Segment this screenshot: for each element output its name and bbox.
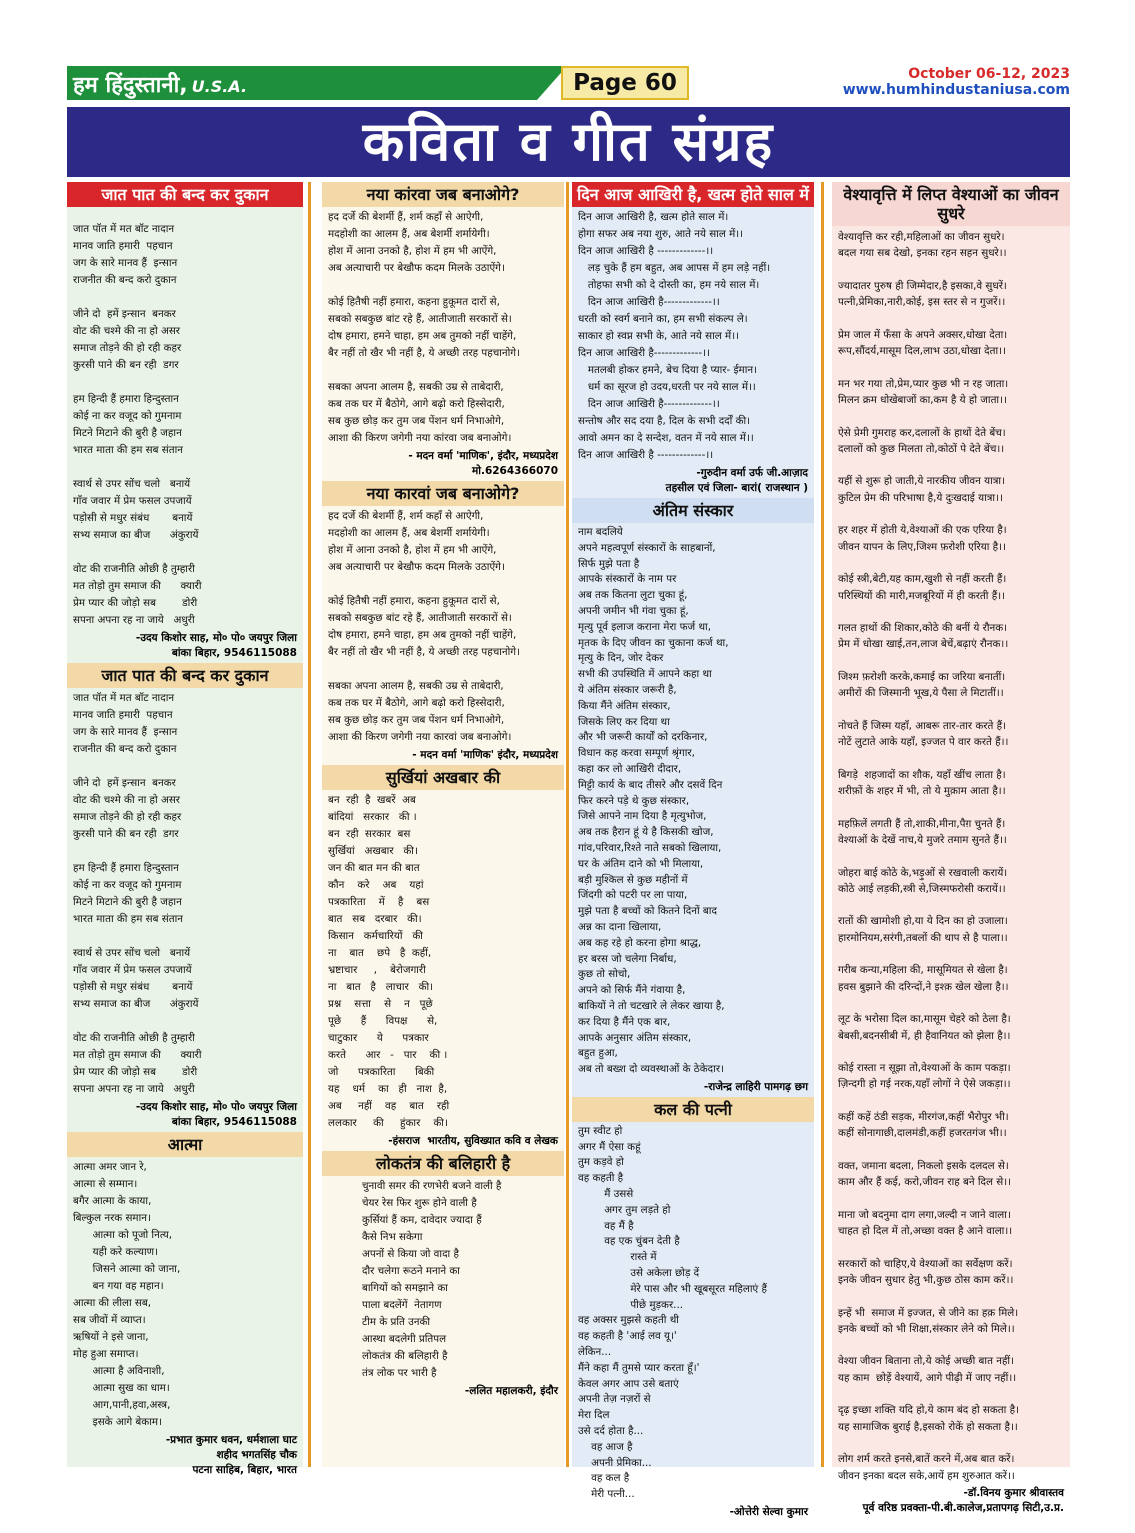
issue-date: October 06-12, 2023 <box>908 66 1070 82</box>
poem-heading: कल की पत्नी <box>572 1097 814 1122</box>
page-title: कविता व गीत संग्रह <box>67 107 1070 177</box>
column-divider <box>821 182 824 1467</box>
poem-author: -गुरुदीन वर्मा उर्फ जी.आज़ाद तहसील एवं जिला- बारां( राजस्थान ) <box>665 467 808 494</box>
column-divider <box>308 182 311 1467</box>
poem-body: जात पॉत में मत बॉट नादान मानव जाति हमारी पहचान जग के सारे मानव हैं इन्सान राजनीत की बन्द करो दुकान जीने दो हमें इन्सान बनकर वोट की चश्मे की ना हो असर समाज तोड़ने की हो रही कहर कुरसी पाने की बन रही डगर हम हिन्दी हैं हमारा हिन्दुस्तान कोई ना कर वजूद को गुमनाम मिटने मिटाने की बुरी है जहान भारत माता की हम सब संतान स्वार्थ से उपर सोंच चलो बनायें गाँव जवार में प्रेम फसल उपजायें पड़ोसी से मधुर संबंध बनायें सभ्य समाज का बीज अंकुरायें वोट की राजनीति ओछी है तुम्हारी मत तोड़ो तुम समाज की क्यारी प्रेम प्यार की जोड़ो सब डोरी सपना अपना रह ना जाये अधुरी <box>73 223 202 626</box>
poem-body: तुम स्वीट हो अगर मैं ऐसा कहूं तुम कड़वे हो वह कहती है मैं उससे अगर तुम लड़ते हो वह मैं है वह एक चुंबन देती है रास्ते में उसे अकेला छोड़ दें मेरे पास और भी खूबसूरत महिलाएं हैं पीछे मुड़कर... वह अक्सर मुझसे कहती थी वह कहती है 'आई लव यू।' लेकिन... मैंने कहा मैं तुमसे प्यार करता हूँ।' केवल अगर आप उसे बताएं अपनी तेज़ नज़रों से मेरा दिल उसे दर्द होता है... वह आज है अपनी प्रेमिका... वह कल है मेरी पत्नी... <box>578 1124 767 1501</box>
poem-body: दिन आज आखिरी है, खत्म होते साल में। होगा सफर अब नया शुरु, आते नये साल में।। दिन आज आखिरी है -------------।। लड़ चुके हैं हम बहुत, अब आपस में हम लड़े नहीं। तोहफा सभी को दे दोस्ती का, हम नये साल में। दिन आज आखिरी है-------------।। धरती को स्वर्ग बनाने का, हम सभी संकल्प ले। साकार हो स्वप्न सभी के, आते नये साल में।। दिन आज आखिरी है-------------।। मतलबी होकर हमने, बेच दिया है प्यार- ईमान। धर्म का सूरज हो उदय,धरती पर नये साल में।। दिन आज आखिरी है-------------।। सन्तोष और सद दया है, दिल के सभी दर्दों की। आवो अमन का दे सन्देश, वतन में नये साल में।। दिन आज आखिरी है -------------।। <box>578 211 771 461</box>
brand-name <box>73 69 247 99</box>
poem-heading: अंतिम संस्कार <box>572 498 814 523</box>
poem-body: जात पॉत में मत बॉट नादान मानव जाति हमारी पहचान जग के सारे मानव हैं इन्सान राजनीत की बन्द करो दुकान जीने दो हमें इन्सान बनकर वोट की चश्मे की ना हो असर समाज तोड़ने की हो रही कहर कुरसी पाने की बन रही डगर हम हिन्दी हैं हमारा हिन्दुस्तान कोई ना कर वजूद को गुमनाम मिटने मिटाने की बुरी है जहान भारत माता की हम सब संतान स्वार्थ से उपर सोंच चलो बनायें गाँव जवार में प्रेम फसल उपजायें पड़ोसी से मधुर संबंध बनायें सभ्य समाज का बीज अंकुरायें वोट की राजनीति ओछी है तुम्हारी मत तोड़ो तुम समाज की क्यारी प्रेम प्यार की जोड़ो सब डोरी सपना अपना रह ना जाये अधुरी <box>73 692 202 1095</box>
poem-author: -डॉ.विनय कुमार श्रीवास्तव पूर्व वरिष्ठ प्रवक्ता-पी.बी.कालेज,प्रतापगढ़ सिटी,उ.प्र. <box>862 1486 1064 1514</box>
poem-author: -ललित महालकरी, इंदौर <box>464 1385 558 1397</box>
poem-author: -हंसराज भारतीय, सुविख्यात कवि व लेखक <box>388 1135 558 1147</box>
column-1 <box>67 182 303 1476</box>
brand-suffix: U.S.A. <box>191 77 248 96</box>
poem-body: आत्मा अमर जान रे, आत्मा से सम्मान। बगैर आत्मा के काया, बिल्कुल नरक समान। आत्मा को पूजो नित्य, यही करे कल्याण। जिसने आत्मा को जाना, बन गया वह महान। आत्मा की लीला सब, सब जीवों में व्याप्त। ऋषियों ने इसे जाना, मोह हुआ समाप्त। आत्मा है अविनाशी, आत्मा सुख का धाम। आग,पानी,हवा,अस्त्र, इसके आगे बेकाम। <box>73 1161 181 1428</box>
poem-author: -ओत्तेरी सेल्वा कुमार <box>729 1506 808 1519</box>
poem-author: - मदन वर्मा 'माणिक', इंदौर, मध्यप्रदेश मो.6264366070 <box>408 450 558 477</box>
website-link[interactable]: www.humhindustaniusa.com <box>842 82 1070 98</box>
masthead <box>67 66 1070 100</box>
column-4 <box>832 182 1070 1514</box>
poem-heading: जात पात की बन्द कर दुकान <box>67 663 303 688</box>
poem-body: नाम बदलिये अपने महत्वपूर्ण संस्कारों के साहबानों, सिर्फ मुझे पता है आपके संस्कारों के नाम पर अब तक कितना लुटा चुका हूं, अपनी जमीन भी गंवा चुका हूं, मृत्यु पूर्व इलाज कराना मेरा फर्ज था, मृतक के दिए जीवन का चुकाना कर्ज था, मृत्यु के दिन, जोर देकर सभी की उपस्थिति में आपने कहा था ये अंतिम संस्कार जरूरी है, किया मैंने अंतिम संस्कार, जिसके लिए कर दिया था और भी जरूरी कार्यों को दरकिनार, विधान कह करवा सम्पूर्ण श्रृंगार, कहा कर लो आखिरी दीदार, मिट्टी कार्य के बाद तीसरे और दसवें दिन फिर करने पड़े थे कुछ संस्कार, जिसे आपने नाम दिया है मृत्युभोज, अब तक हैरान हूं ये है किसकी खोज, गांव,परिवार,रिश्ते नाते सबको खिलाया, घर के अंतिम दाने को भी मिलाया, बड़ी मुश्किल से कुछ महीनों में जिंदगी को पटरी पर ला पाया, मुझे पता है बच्चों को कितने दिनों बाद अन्न का दाना खिलाया, अब कह रहे हो करना होगा श्राद्ध, हर बरस जो चलेगा निर्बाध, कुछ तो सोचो, अपने को सिर्फ मैंने गंवाया है, बाकियों ने तो चटखारे ले लेकर खाया है, कर दिया है मैंने एक बार, आपके अनुसार अंतिम संस्कार, बहुत हुआ, अब तो बख्श दो व्यवस्थाओं के ठेकेदार। <box>578 526 729 1076</box>
poem-author: -राजेन्द्र लाहिरी पामगढ़ छग <box>703 1080 808 1093</box>
poem-body: हद दर्जे की बेशर्मी हैं, शर्म कहाँ से आऐगी, मदहोशी का आलम हैं, अब बेशर्मी शर्मायेगी। होश में आना उनको है, होश में हम भी आऐंगे, अब अत्याचारी पर बेखौफ कदम मिलके उठाऐंगे। कोई हितैषी नहीं हमारा, कहना हुकूमत दारों से, सबको सबकुछ बांट रहे हैं, आतीजाती सरकारों से। दोष हमारा, हमने चाहा, हम अब तुमको नहीं चाहेंगे, बैर नहीं तो खैर भी नहीं है, ये अच्छी तरह पहचानोगे। सबका अपना आलम है, सबकी उम्र से ताबेदारी, कब तक घर में बैठोगे, आगे बढ़ो करो हिस्सेदारी, सब कुछ छोड़ कर तुम जब पेंशन धर्म निभाओगे, आशा की किरण जगेगी नया कांरवा जब बनाओगे। <box>328 211 521 444</box>
column-3 <box>572 182 814 1519</box>
poem-author: -प्रभात कुमार धवन, धर्मशाला घाट शहीद भगतसिंह चौक पटना साहिब, बिहार, भारत <box>165 1434 297 1476</box>
poem-body: बन रही है खबरें अब बांदियां सरकार की । बन रही सरकार बस सुर्खियां अखबार की। जन की बात मन की बात कौन करे अब यहां पत्रकारिता में है बस बात सब दरबार की। किसान कर्मचारियों की ना बात छपे है कहीं, भ्रष्टाचार , बेरोजगारी ना बात है लाचार की। प्रश्न सत्ता से न पूछे पूछे हैं विपक्ष से, चाटुकार ये पत्रकार करते आर - पार की । जो पत्रकारिता बिकी यह धर्म का ही नाश है, अब नहीं वह बात रही ललकार की हुंकार की। <box>328 794 450 1129</box>
poem-body: हद दर्जे की बेशर्मी हैं, शर्म कहाँ से आऐगी, मदहोशी का आलम हैं, अब बेशर्मी शर्मायेगी। होश में आना उनको है, होश में हम भी आऐंगे, अब अत्याचारी पर बेखौफ कदम मिलके उठाऐंगे। कोई हितैषी नहीं हमारा, कहना हुकूमत दारों से, सबको सबकुछ बांट रहे हैं, आतीजाती सरकारों से। दोष हमारा, हमने चाहा, हम अब तुमको नहीं चाहेंगे, बैर नहीं तो खैर भी नहीं है, ये अच्छी तरह पहचानोगे। सबका अपना आलम है, सबकी उम्र से ताबेदारी, कब तक घर में बैठोगे, आगे बढ़ो करो हिस्सेदारी, सब कुछ छोड़ कर तुम जब पेंशन धर्म निभाओगे, आशा की किरण जगेगी नया कारवां जब बनाओगे। <box>328 510 521 743</box>
poem-heading: वेश्यावृत्ति में लिप्त वेश्याओं का जीवन सुधरे <box>832 182 1070 226</box>
brand-title: हम हिंदुस्तानी, <box>73 73 188 98</box>
page-number: Page 60 <box>561 66 689 100</box>
poem-body: वेश्यावृत्ति कर रही,महिलाओं का जीवन सुधरे। बदल गया सब देखो, इनका रहन सहन सुधरे।। ज्यादातर पुरुष ही जिम्मेदार,है इसका,वे सुधरें। पत्नी,प्रेमिका,नारी,कोई, इस स्तर से न गुजरें।। प्रेम जाल में फँसा के अपने अक्सर,धोखा देता। रूप,सौंदर्य,मासूम दिल,लाभ उठा,धोखा देता।। मन भर गया तो,प्रेम,प्यार कुछ भी न रह जाता। मिलन क्रम धोखेबाजों का,कम है ये हो जाता।। ऐसे प्रेमी गुमराह कर,दलालों के हाथों देते बेंच। दलालों को कुछ मिलता तो,कोठों पे देते बेंच।। यहीं से शुरू हो जाती,ये नारकीय जीवन यात्रा। कुटिल प्रेम की परिभाषा है,ये दुःखदाई यात्रा।। हर शहर में होती ये,वेश्याओं की एक एरिया है। जीवन यापन के लिए,जिश्म फ़रोशी एरिया है।। कोई स्त्री,बेटी,यह काम,खुशी से नहीं करती हैं। परिस्थियों की मारी,मजबूरियों में ही करती हैं।। गलत हाथों की शिकार,कोठे की बनीं ये रौनक। प्रेम में धोखा खाई,तन,लाज बेचें,बढ़ाएं रौनक।। जिश्म फ़रोशी करके,कमाई का जरिया बनातीं। अमीरों की जिस्मानी भूख,ये पैसा ले मिटातीं।। नोचते हैं जिस्म यहाँ, आबरू तार-तार करते हैं। नोटें लुटाते आके यहाँ, इज्जत पे वार करते हैं।। बिगड़े शहजादों का शौक, यहाँ खींच लाता है। शरीफ़ों के शहर में भी, तो ये मुक़ाम आता है।। महफ़िलें लगती हैं तो,शाकी,मीना,पैग़ चुनते हैं। वेश्याओं के देखें नाच,ये मुजरे तमाम सुनते हैं।। जोहरा बाई कोठे के,भड़ुओं से रखवाली करायें। कोठे आई लड़की,स्त्री से,जिस्मफरोसी करायें।। रातों की खामोशी हो,या ये दिन का हो उजाला। हारमोनियम,सरंगी,तबलों की थाप से है पाला।। गरीब कन्या,महिला की, मासूमियत से खेला है। हवस बुझाने की दरिन्दों,ने इश्क़ खेल खेला है।। लूट के भरोसा दिल का,मासूम चेहरे को ठेला है। बेबसी,बदनसीबी में, ही हैवानियत को झेला है।। कोई रास्ता न सूझा तो,वेश्याओं के काम पकड़ा। ज़िन्दगी हो गई नरक,यहाँ लोगों ने ऐसे जकड़ा।। कहीं कहें ठंडी सड़क, मीरगंज,कहीं भैरोपुर भी। कहीं सोनागाछी,दालमंडी,कहीं हजरतगंज भी।। वक्त, जमाना बदला, निकलो इसके दलदल से। काम और हैं कई, करो,जीवन राह बने दिल से।। माना जो बदनुमा दाग लगा,जल्दी न जाने वाला। चाहत हो दिल में तो,अच्छा वक्त है आने वाला।। सरकारों को चाहिए,ये वेश्याओं का सर्वेक्षण करें। इनके जीवन सुधार हेतु भी,कुछ ठोस काम करें।। इन्हें भी समाज में इज्जत, से जीने का हक़ मिले। इनके बच्चों को भी शिक्षा,संस्कार लेने को मिले।। वेश्या जीवन बिताना तो,ये कोई अच्छी बात नहीं। यह काम छोड़ें वेश्यायें, आगे पीढ़ी में जाए नहीं।। दृढ़ इच्छा शक्ति यदि हो,ये काम बंद हो सकता है। यह सामाजिक बुराई है,इसको रोकें हो सकता है।। लोग शर्म करते इनसे,बातें करने में,अब बात करें। जीवन इनका बदल सके,आयें हम शुरुआत करें।। <box>838 231 1019 1482</box>
column-2 <box>322 182 564 1467</box>
column-divider <box>566 182 569 1467</box>
poem-heading: नया कांरवा जब बनाओगे? <box>322 182 564 207</box>
poem-heading: लोकतंत्र की बलिहारी है <box>322 1151 564 1176</box>
poem-author: -उदय किशोर साह, मो० पो० जयपुर जिला बांका बिहार, 9546115088 <box>135 1101 297 1128</box>
poem-author: - मदन वर्मा 'माणिक' इंदौर, मध्यप्रदेश <box>412 749 558 761</box>
poem-heading: नया कारवां जब बनाओगे? <box>322 481 564 506</box>
poem-heading: आत्मा <box>67 1132 303 1157</box>
poem-author: -उदय किशोर साह, मो० पो० जयपुर जिला बांका बिहार, 9546115088 <box>135 632 297 659</box>
poem-body: चुनावी समर की रणभेरी बजने वाली है चेयर रेस फिर शुरू होने वाली है कुर्सियां हैं कम, दावेदार ज्यादा हैं कैसे निभ सकेगा अपनों से किया जो वादा है दौर चलेगा रूठने मनाने का बागियों को समझाने का पाला बदलेंगें नेतागण टीम के प्रति उनकी आस्था बदलेगी प्रतिपल लोकतंत्र की बलिहारी है तंत्र लोक पर भारी है <box>362 1180 502 1379</box>
poem-heading: जात पात की बन्द कर दुकान <box>67 182 303 207</box>
poem-heading: सुर्खियां अखबार की <box>322 765 564 790</box>
poem-heading: दिन आज आखिरी है, खत्म होते साल में <box>572 182 814 207</box>
